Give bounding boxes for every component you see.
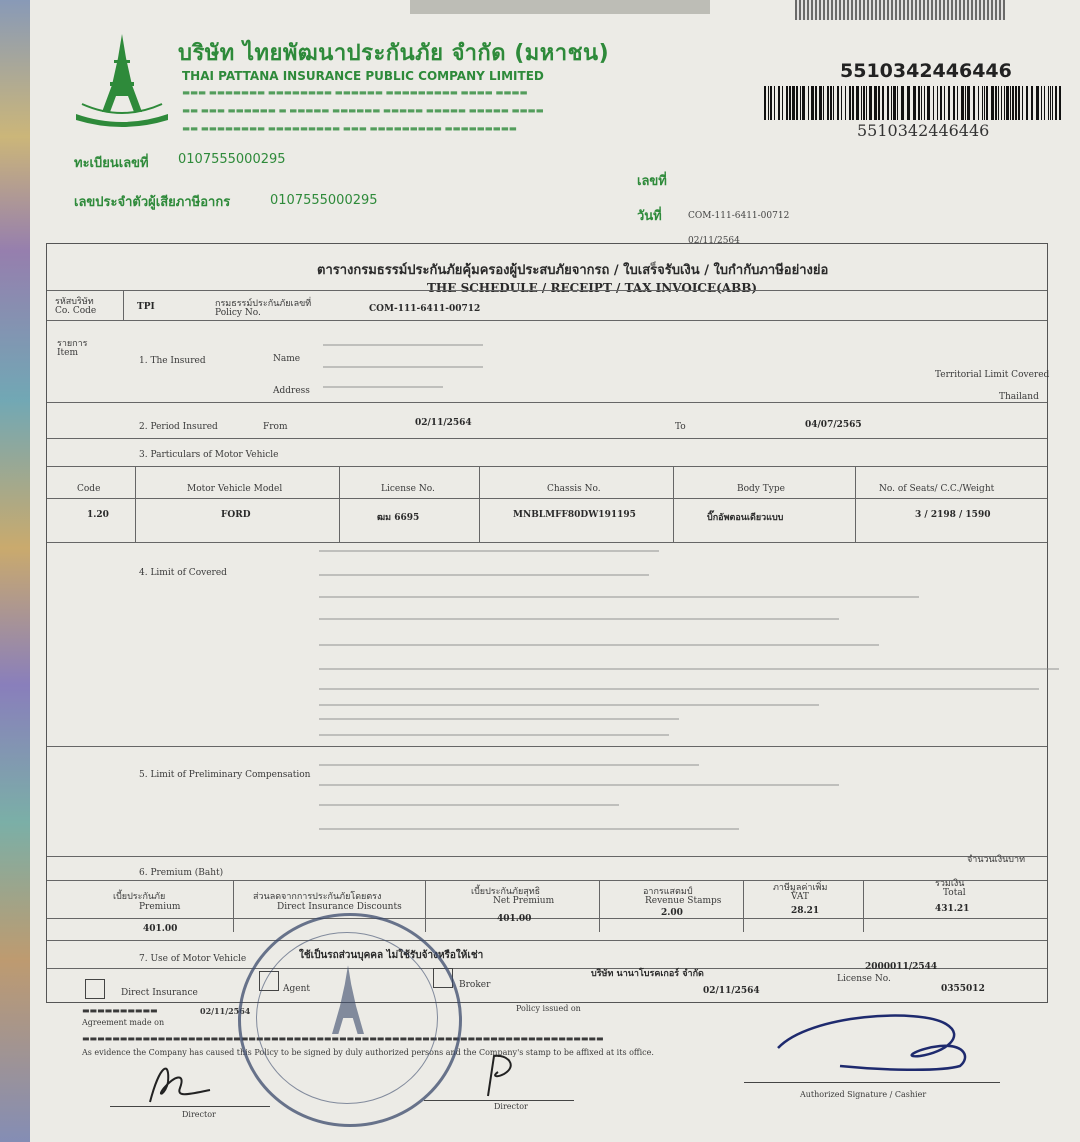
net-premium-value: 401.00 [497,914,532,924]
total-value: 431.21 [935,904,970,914]
vehicle-model: FORD [221,510,251,520]
usage-label: 7. Use of Motor Vehicle [139,954,247,964]
evidence-th: ▬▬▬▬▬▬▬▬▬▬▬▬▬▬▬▬▬▬▬▬▬▬▬▬▬▬▬▬▬▬▬▬▬▬▬▬▬▬▬▬▬▬▬▬▬▬▬▬▬▬▬▬▬▬▬▬▬▬▬▬▬▬▬▬▬▬▬▬▬ [82,1034,604,1043]
broker-license-number: 0355012 [941,984,985,994]
broker-license-label: License No. [837,974,891,984]
limits-label: 4. Limit of Covered [139,568,227,578]
agent-label: Agent [283,984,310,994]
barcode-icon [764,86,1068,120]
policy-no-value: COM-111-6411-00712 [369,304,481,314]
period-to-date: 04/07/2565 [805,420,862,430]
broker-name: บริษัท นานาโบรคเกอร์ จำกัด [591,969,704,979]
premium-header-net-th: เบี้ยประกันภัยสุทธิ [471,887,541,897]
premium-header-discount-th: ส่วนลดจากการประกันภัยโดยตรง [253,892,382,902]
schedule-title-english: THE SCHEDULE / RECEIPT / TAX INVOICE(ABB) [427,281,758,295]
item-label: รายการ [57,339,88,349]
document-date-label: วันที่ [637,209,662,224]
co-code-value: TPI [137,302,155,312]
company-phone-line: ▬▬ ▬▬▬▬▬▬▬▬ ▬▬▬▬▬▬▬▬▬ ▬▬▬ ▬▬▬▬▬▬▬▬▬ ▬▬▬▬▬▬▬▬▬ [182,124,517,134]
vehicle-seats-cc: 3 / 2198 / 1590 [915,510,991,520]
insured-label: 1. The Insured [139,356,206,366]
underlying-paper-strip [410,0,710,14]
vehicle-header-code: Code [77,484,101,494]
schedule-table [46,243,1048,1003]
agreement-date: 02/11/2564 [200,1006,251,1016]
tax-id-number: 0107555000295 [270,193,378,208]
seal-tower-icon [308,962,388,1042]
company-address-line-en: ▬▬ ▬▬▬ ▬▬▬▬▬▬ ▬ ▬▬▬▬▬ ▬▬▬▬▬▬ ▬▬▬▬▬ ▬▬▬▬▬ ▬▬▬▬▬ ▬▬▬▬ [182,106,544,116]
company-name-english: THAI PATTANA INSURANCE PUBLIC COMPANY LIMITED [182,69,544,83]
premium-header-net-en: Net Premium [493,896,555,906]
period-from-label: From [263,422,288,432]
co-code-label-th: รหัสบริษัท [55,297,94,307]
premium-header-vat-th: ภาษีมูลค่าเพิ่ม [773,883,828,893]
registration-number: 0107555000295 [178,152,286,167]
authorized-label: Authorized Signature / Cashier [800,1090,927,1099]
territory-label: Territorial Limit Covered [935,370,1050,380]
premium-section-label: 6. Premium (Baht) [139,868,224,878]
period-to-label: To [675,422,686,432]
policy-issued-label: Policy issued on [516,1004,581,1013]
director-signature-1 [140,1054,220,1106]
period-label: 2. Period Insured [139,422,218,432]
document-no-label: เลขที่ [637,174,667,189]
item-label-en: Item [57,348,79,358]
company-logo-icon [72,30,172,130]
hologram-strip [0,0,34,1142]
vehicle-code: 1.20 [87,510,109,520]
vehicle-header-body: Body Type [737,484,785,494]
territory-country: Thailand [999,392,1039,402]
authorized-signature [770,1008,990,1078]
broker-label: Broker [459,980,491,990]
vehicle-header-license: License No. [381,484,435,494]
premium-header-stamps-th: อากรแสตมป์ [643,887,693,897]
policy-no-label-th: กรมธรรม์ประกันภัยเลขที่ [215,299,312,309]
vehicle-body-type: บิ๊กอัพตอนเดียวแบบ [707,513,784,523]
registration-label: ทะเบียนเลขที่ [74,156,149,171]
evidence-text: As evidence the Company has caused this Policy to be signed by duly authorized persons and the Company's stamp to be affixed at its office. [82,1048,654,1057]
premium-header-premium-th: เบี้ยประกันภัย [113,892,166,902]
vehicle-license: ฒม 6695 [377,513,420,523]
company-address-line: ▬▬▬ ▬▬▬▬▬▬▬ ▬▬▬▬▬▬▬▬ ▬▬▬▬▬▬ ▬▬▬▬▬▬▬▬▬ ▬▬▬▬ ▬▬▬▬ [182,88,528,98]
broker-license-top: 2000011/2544 [865,962,938,972]
premium-header-total-th: รวมเงิน [935,879,965,889]
document-date-value: 02/11/2564 [688,236,740,246]
vehicle-section-label: 3. Particulars of Motor Vehicle [139,450,279,460]
stamps-value: 2.00 [661,908,683,918]
premium-header-premium-en: Premium [139,902,181,912]
broker-date: 02/11/2564 [703,986,760,996]
tax-id-label: เลขประจำตัวผู้เสียภาษีอากร [74,195,231,210]
direct-insurance-label: Direct Insurance [121,988,198,998]
preliminary-label: 5. Limit of Preliminary Compensation [139,770,311,780]
barcode-number: 5510342446446 [840,60,1012,82]
vehicle-header-chassis: Chassis No. [547,484,601,494]
currency-note: จำนวนเงินบาท [967,855,1026,865]
vat-value: 28.21 [791,906,820,916]
agreement-label: Agreement made on [82,1018,165,1027]
premium-header-discount-en: Direct Insurance Discounts [277,902,402,912]
policy-no-label-en: Policy No. [215,308,261,318]
period-from-date: 02/11/2564 [415,418,472,428]
vehicle-header-seats: No. of Seats/ C.C./Weight [879,484,995,494]
premium-header-stamps-en: Revenue Stamps [645,896,722,906]
director-signature-2 [468,1050,538,1100]
premium-header-total-en: Total [943,888,966,898]
premium-header-vat-en: VAT [791,892,809,902]
vehicle-chassis: MNBLMFF80DW191195 [513,510,636,520]
director-label-2: Director [494,1102,528,1111]
premium-value: 401.00 [143,924,178,934]
underlying-barcode [795,0,1005,20]
agreement-th: ▬▬▬▬▬▬▬▬▬▬ [82,1006,158,1015]
document-no-value: COM-111-6411-00712 [688,211,790,221]
insured-address-label: Address [273,386,310,396]
direct-insurance-checkbox [85,979,105,999]
director-label-1: Director [182,1110,216,1119]
co-code-label-en: Co. Code [55,306,97,316]
company-name-thai: บริษัท ไทยพัฒนาประกันภัย จำกัด (มหาชน) [178,41,610,66]
vehicle-header-model: Motor Vehicle Model [187,484,283,494]
usage-note: ใช้เป็นรถส่วนบุคคล ไม่ใช้รับจ้างหรือให้เช่า [299,950,484,961]
insured-name-label: Name [273,354,301,364]
barcode-caption: 5510342446446 [857,121,990,140]
schedule-title-thai: ตารางกรมธรรม์ประกันภัยคุ้มครองผู้ประสบภัยจากรถ / ใบเสร็จรับเงิน / ใบกำกับภาษีอย่างย่อ [317,263,829,278]
